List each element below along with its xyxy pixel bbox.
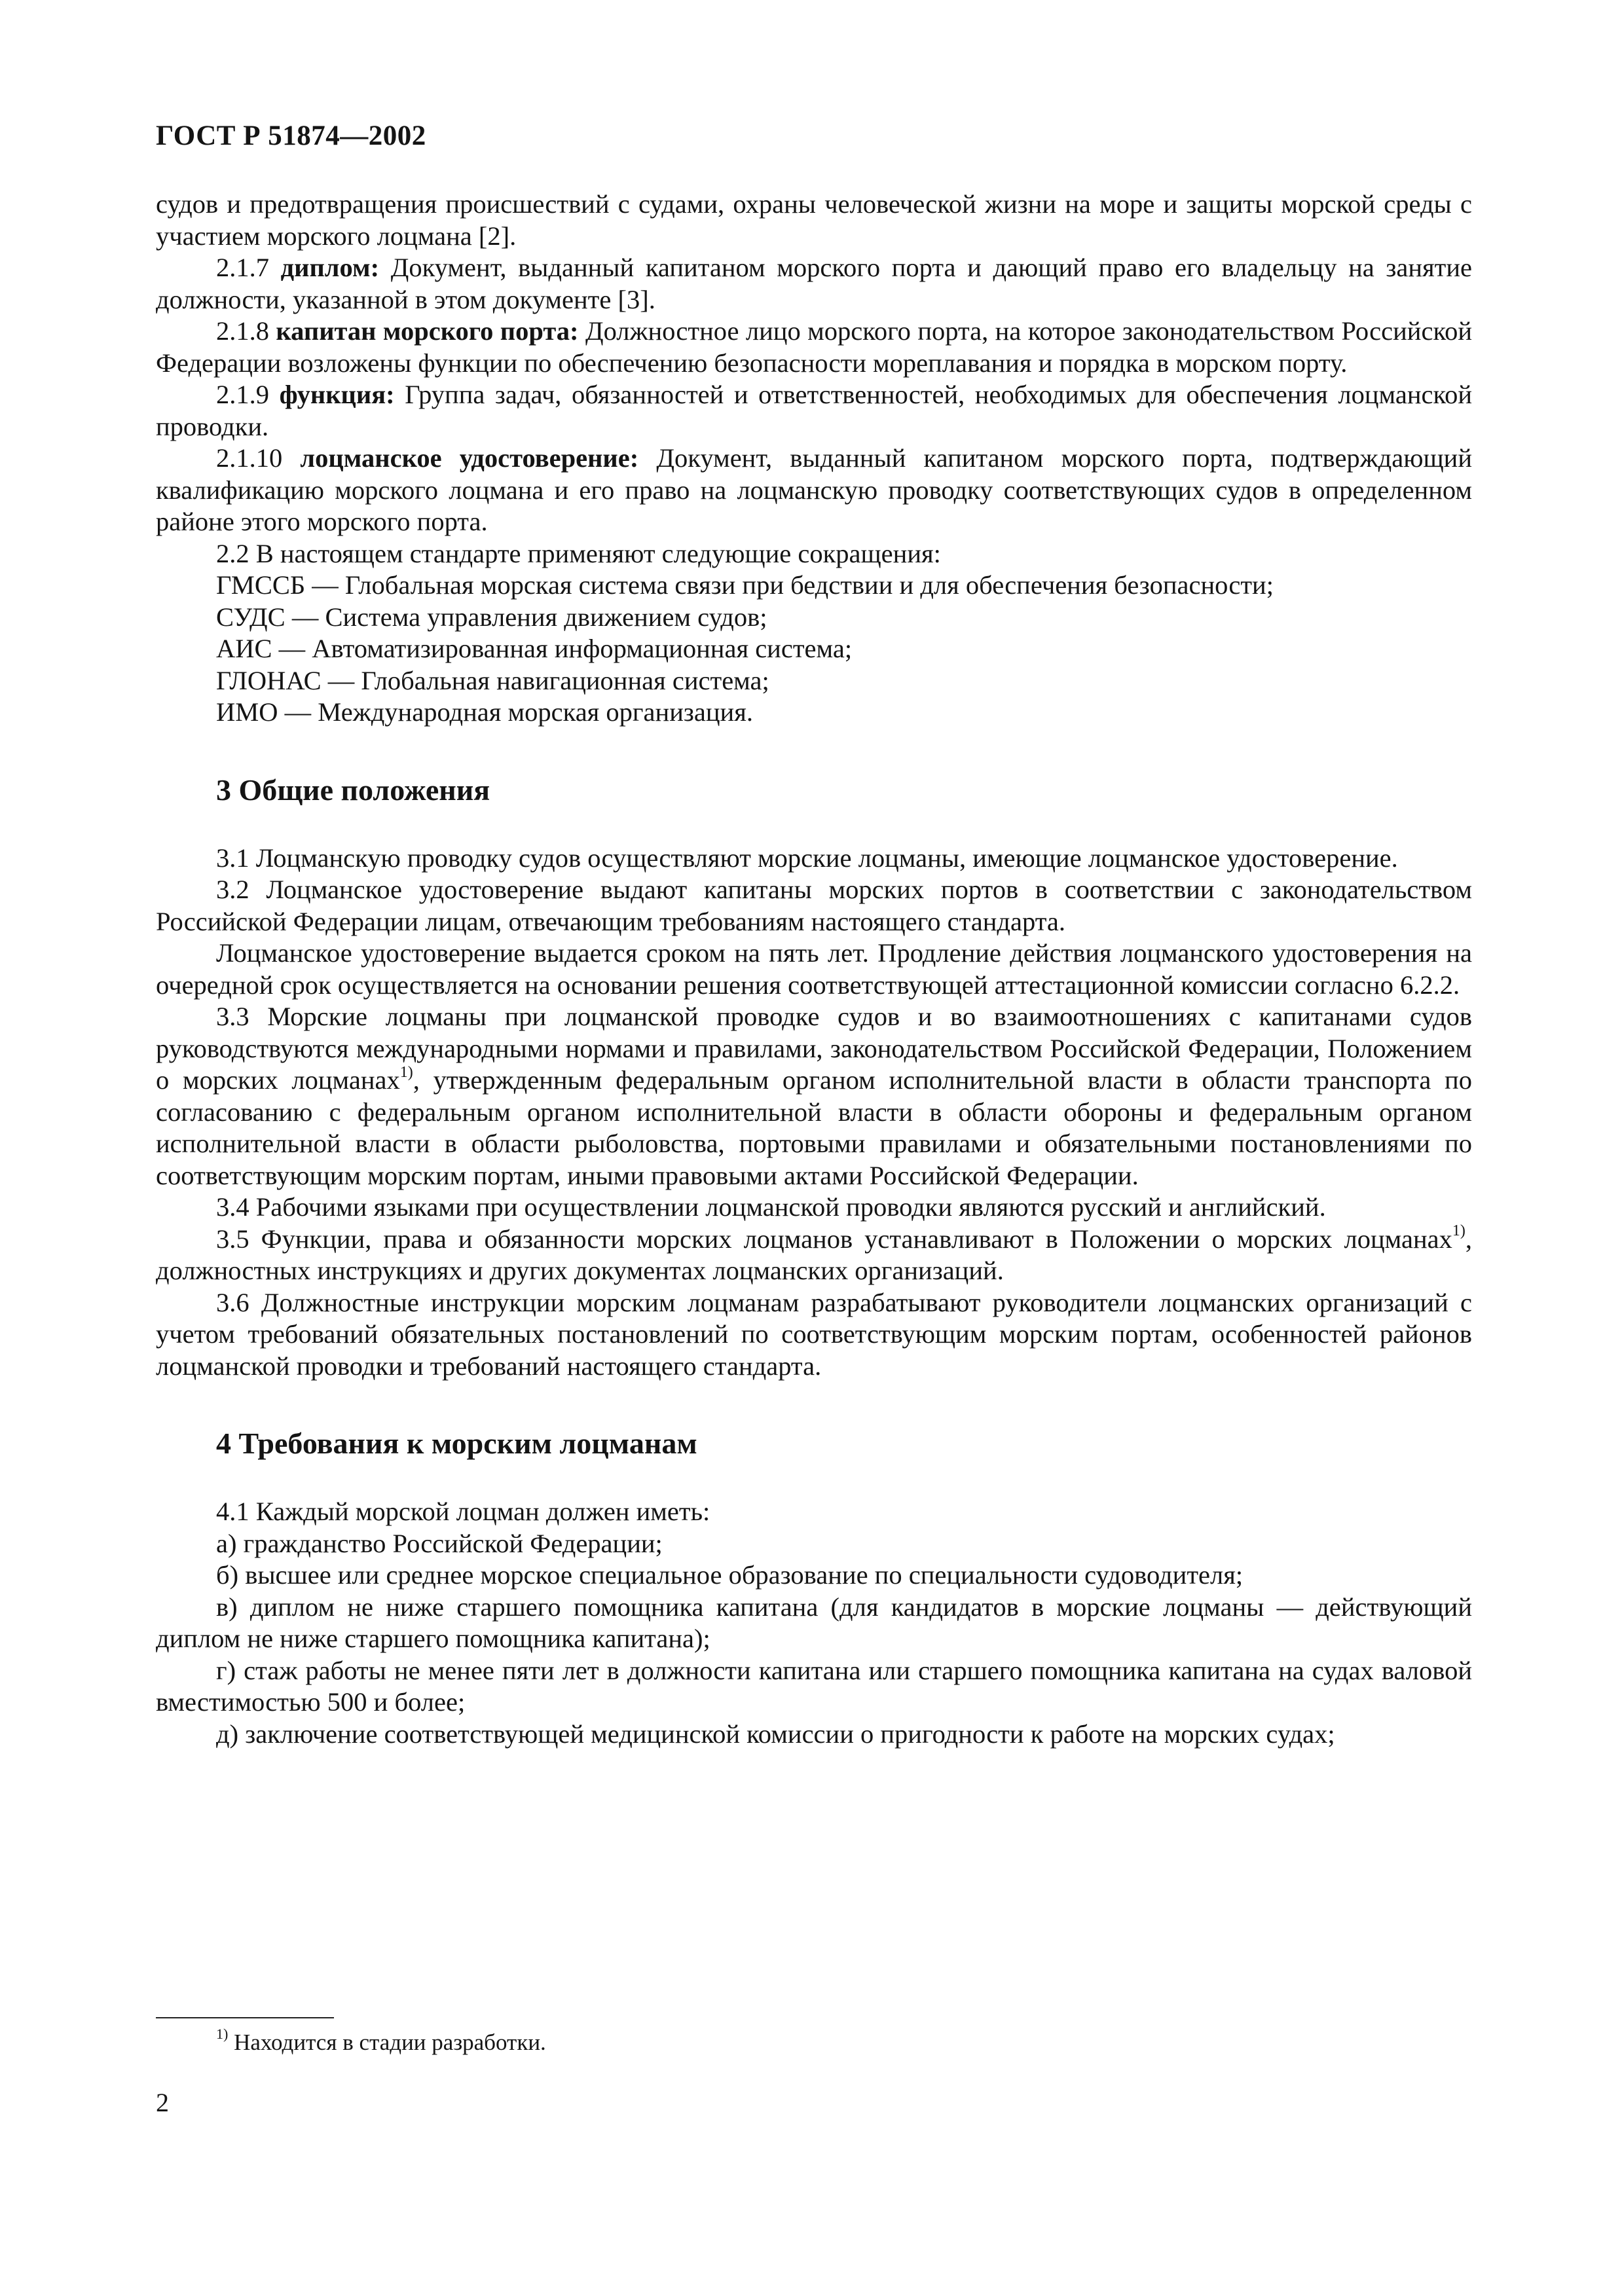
list-item: д) заключение соответствующей медицинской комиссии о пригодности к работе на морских судах; bbox=[216, 1719, 1335, 1749]
definition-number: 2.1.10 bbox=[216, 443, 283, 473]
definition-text: Документ, выданный капитаном морского порта и дающий право его владельцу на занятие должности, указанной в этом документе [3]. bbox=[156, 253, 1472, 314]
footnote-marker: 1) bbox=[216, 2026, 229, 2043]
definition-term: диплом: bbox=[280, 253, 380, 282]
paragraph-text: , утвержденным федеральным органом исполнительной власти в области транспорта по согласованию с федеральным органом исполнительной власти в области обороны и федеральным органом исполнительной власти в области рыболовства, портовыми правилами и обязательными постановлениями по соответствующим морским портам, иными правовыми актами Российской Федерации. bbox=[156, 1065, 1472, 1190]
paragraph-3-1: 3.1 Лоцманскую проводку судов осуществляют морские лоцманы, имеющие лоцманское удостоверение. bbox=[216, 843, 1398, 873]
list-item: г) стаж работы не менее пяти лет в должности капитана или старшего помощника капитана на судах валовой вместимостью 500 и более; bbox=[156, 1655, 1472, 1717]
list-item: б) высшее или среднее морское специальное образование по специальности судоводителя; bbox=[216, 1560, 1244, 1590]
paragraph-continuation: судов и предотвращения происшествий с судами, охраны человеческой жизни на море и защиты морской среды с участием морского лоцмана [2]. bbox=[156, 189, 1472, 251]
footnote-reference: 1) bbox=[399, 1063, 413, 1081]
footnote bbox=[216, 2028, 546, 2057]
paragraph-4-1: 4.1 Каждый морской лоцман должен иметь: bbox=[216, 1497, 710, 1526]
definition-term: лоцманское удостоверение: bbox=[300, 443, 639, 473]
footnote-reference: 1) bbox=[1452, 1222, 1465, 1239]
definition-number: 2.1.9 bbox=[216, 380, 269, 409]
definition-text: Должностное лицо морского порта, на которое законодательством Российской Федерации возложены функции по обеспечению безопасности мореплавания и порядка в морском порту. bbox=[156, 316, 1472, 378]
definition-text: Группа задач, обязанностей и ответственностей, необходимых для обеспечения лоцманской проводки. bbox=[156, 380, 1473, 441]
list-item: а) гражданство Российской Федерации; bbox=[216, 1528, 663, 1558]
paragraph-text: 3.3 Морские лоцманы при лоцманской проводке судов и во взаимоотношениях с капитанами судов руководствуются международными нормами и правилами, законодательством Российской Федерации, Положением о морских лоцманах bbox=[156, 1002, 1472, 1095]
paragraph-3-5 bbox=[156, 1224, 1472, 1287]
section-heading-4: 4 Требования к морским лоцманам bbox=[216, 1427, 697, 1460]
definition-term: функция: bbox=[279, 380, 395, 409]
abbreviation-item: ГЛОНАС — Глобальная навигационная система; bbox=[216, 665, 769, 695]
paragraph-3-3 bbox=[156, 1001, 1472, 1192]
definition-2-1-7 bbox=[156, 252, 1472, 316]
document-body bbox=[156, 189, 1472, 1750]
paragraph-2-2: 2.2 В настоящем стандарте применяют следующие сокращения: bbox=[216, 538, 941, 568]
definition-term: капитан морского порта: bbox=[276, 316, 579, 346]
footnote-divider bbox=[156, 2017, 334, 2018]
definition-2-1-9 bbox=[156, 379, 1472, 443]
paragraph-text: 3.5 Функции, права и обязанности морских лоцманов устанавливают в Положении о морских лоцманах bbox=[216, 1224, 1452, 1254]
abbreviation-item: ГМССБ — Глобальная морская система связи при бедствии и для обеспечения безопасности; bbox=[216, 570, 1274, 600]
paragraph-3-6: 3.6 Должностные инструкции морским лоцманам разрабатывают руководители лоцманских организаций с учетом требований обязательных постановлений по соответствующим морским портам, особенностей районов лоцманской проводки и требований настоящего стандарта. bbox=[156, 1287, 1472, 1381]
definition-2-1-10 bbox=[156, 443, 1472, 538]
paragraph-3-4: 3.4 Рабочими языками при осуществлении лоцманской проводки являются русский и английский. bbox=[216, 1192, 1326, 1222]
document-header: ГОСТ Р 51874—2002 bbox=[156, 120, 426, 151]
paragraph-3-2: 3.2 Лоцманское удостоверение выдают капитаны морских портов в соответствии с законодательством Российской Федерации лицам, отвечающим требованиям настоящего стандарта. bbox=[156, 875, 1472, 936]
abbreviation-item: ИМО — Международная морская организация. bbox=[216, 697, 753, 727]
paragraph-3-2-extension: Лоцманское удостоверение выдается сроком на пять лет. Продление действия лоцманского удостоверения на очередной срок осуществляется на основании решения соответствующей аттестационной комиссии согласно 6.2.2. bbox=[156, 938, 1472, 1000]
section-heading-3: 3 Общие положения bbox=[216, 773, 490, 807]
footnote-text: Находится в стадии разработки. bbox=[234, 2030, 546, 2055]
list-item: в) диплом не ниже старшего помощника капитана (для кандидатов в морские лоцманы — действующий диплом не ниже старшего помощника капитана); bbox=[156, 1592, 1472, 1653]
definition-text: Документ, выданный капитаном морского порта, подтверждающий квалификацию морского лоцмана и его право на лоцманскую проводку соответствующих судов в определенном районе этого морского порта. bbox=[156, 443, 1473, 536]
abbreviation-item: СУДС — Система управления движением судов; bbox=[216, 602, 767, 632]
definition-number: 2.1.7 bbox=[216, 253, 269, 282]
paragraph-text: , должностных инструкциях и других документах лоцманских организаций. bbox=[156, 1224, 1472, 1285]
definition-number: 2.1.8 bbox=[216, 316, 269, 346]
abbreviation-item: АИС — Автоматизированная информационная система; bbox=[216, 634, 853, 663]
definition-2-1-8 bbox=[156, 316, 1472, 379]
page-number: 2 bbox=[156, 2088, 169, 2117]
